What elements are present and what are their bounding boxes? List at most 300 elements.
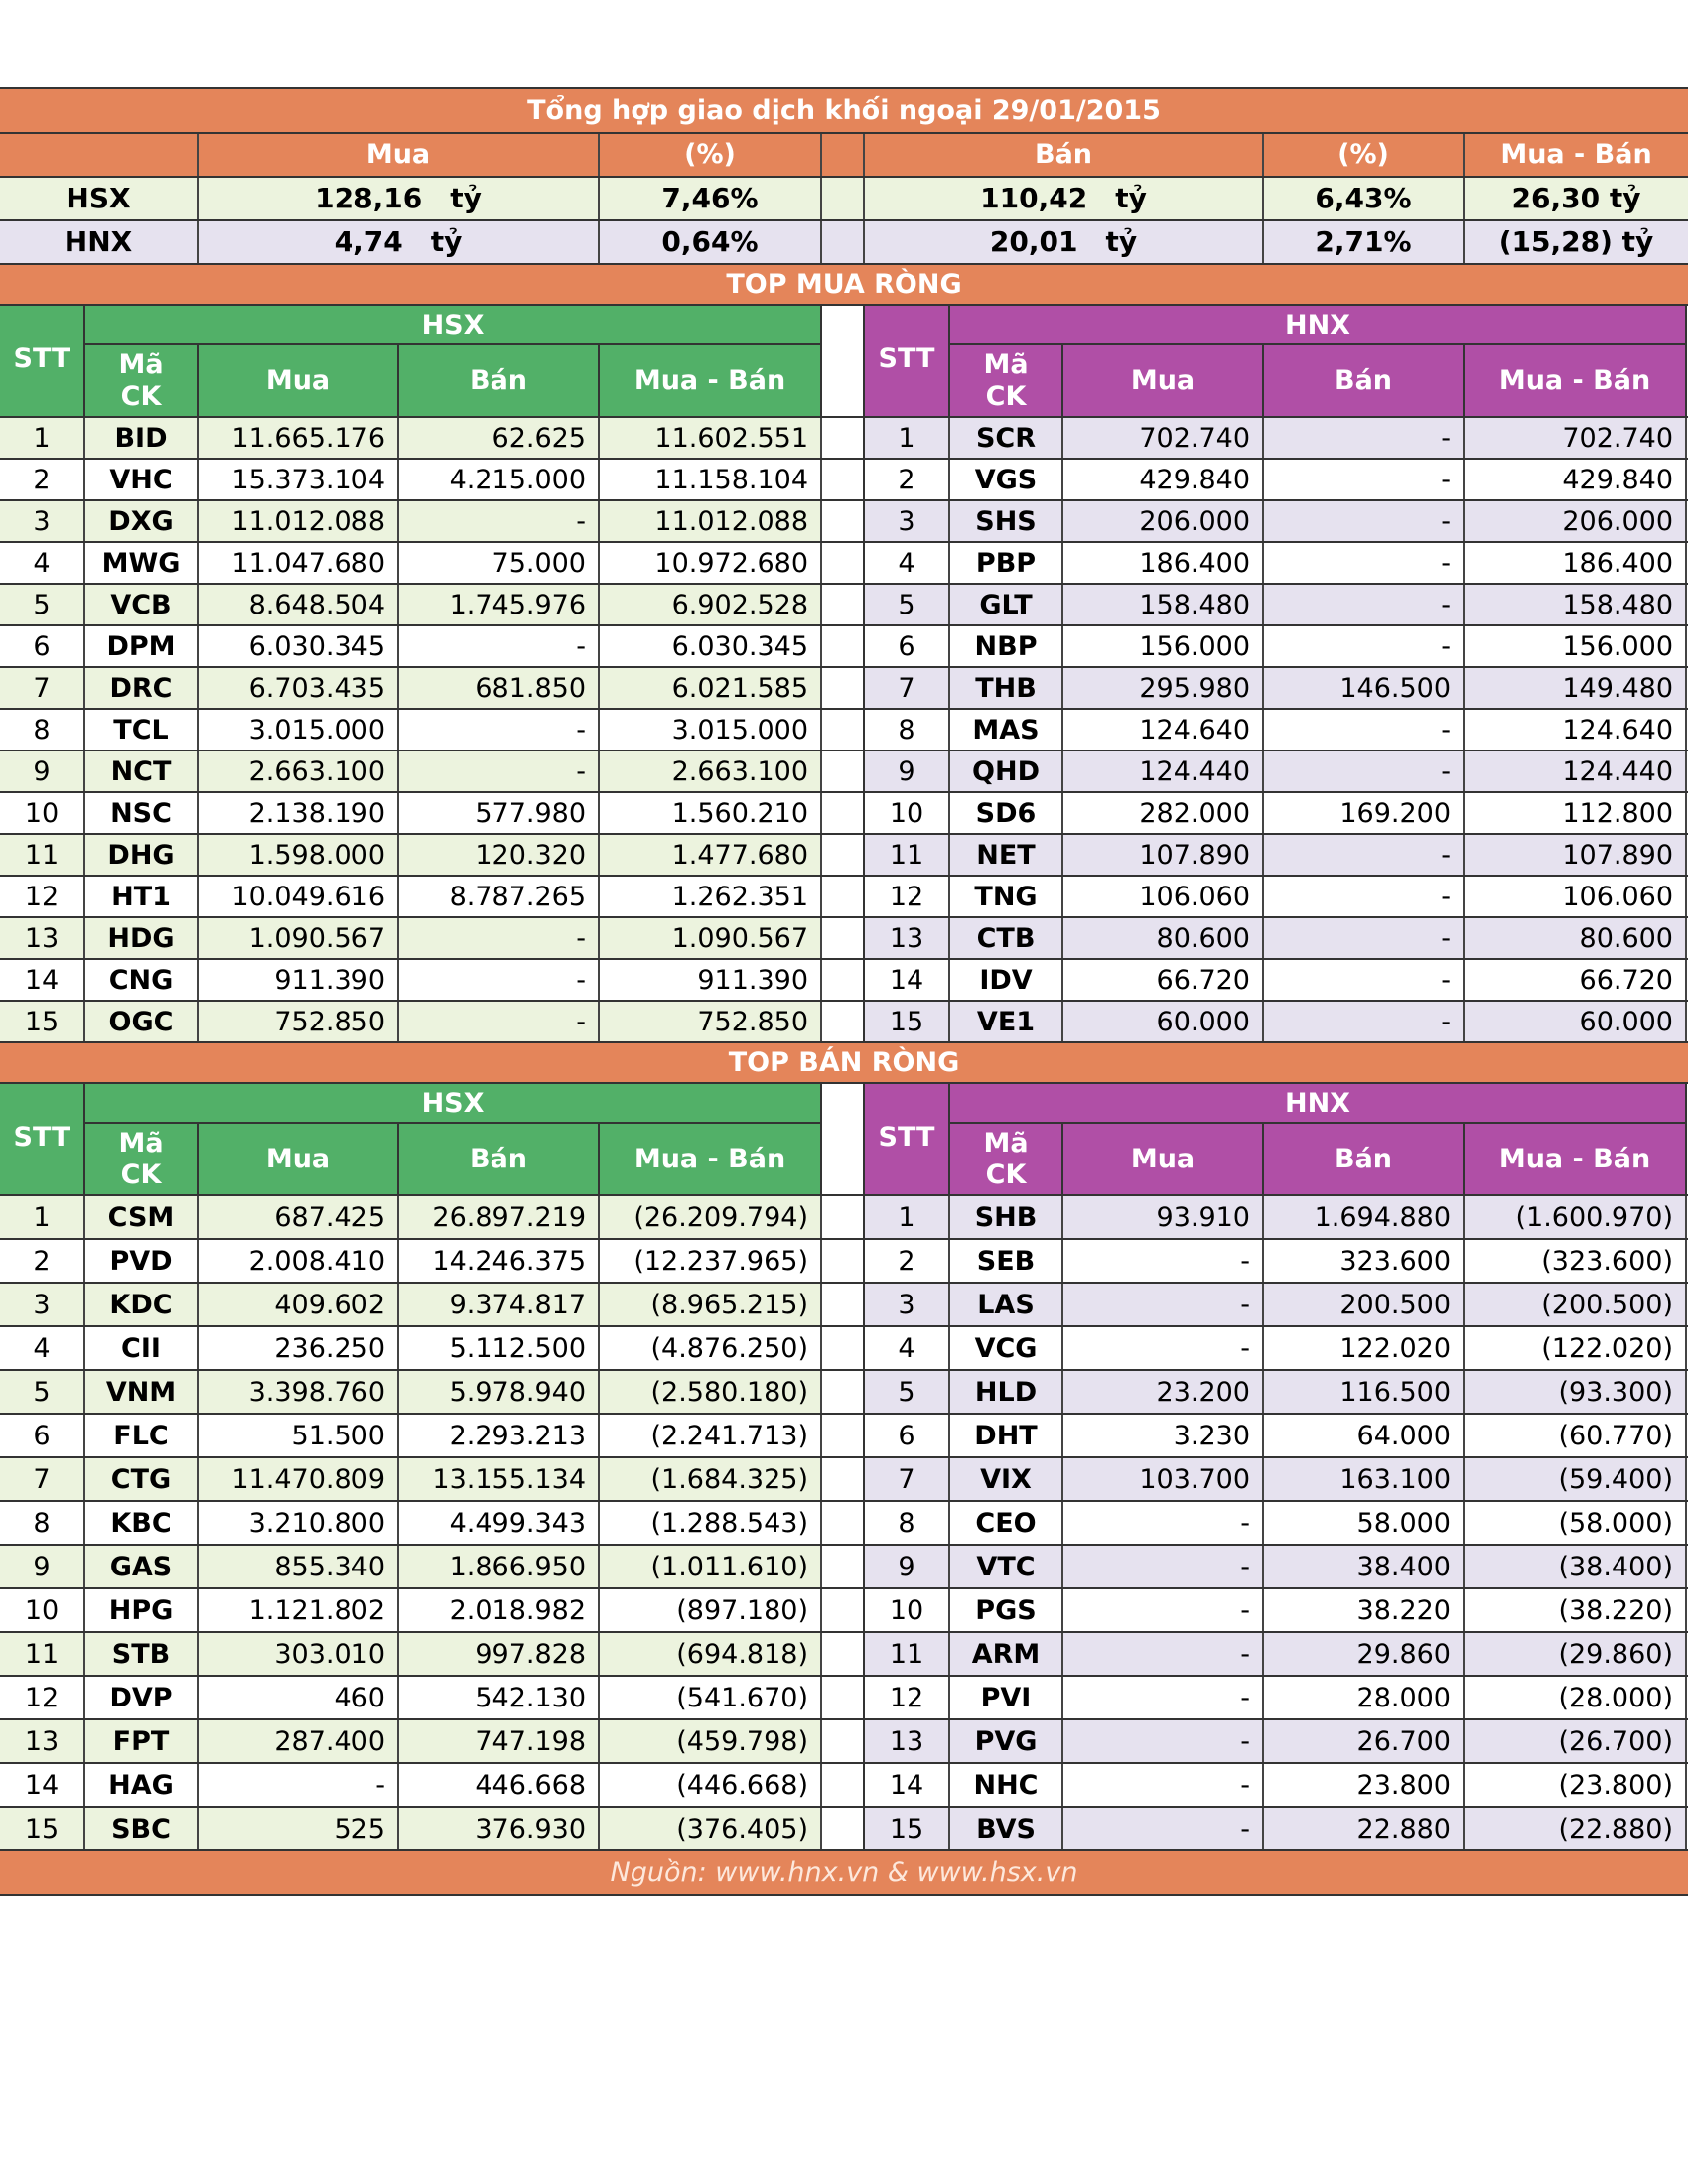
sell-value: - — [1264, 960, 1465, 1000]
net-value: (2.580.180) — [600, 1371, 822, 1413]
hnx-row — [865, 585, 1687, 624]
column-gap — [822, 1327, 865, 1369]
sell-value: - — [399, 710, 600, 750]
stock-code: SEB — [950, 1240, 1063, 1282]
column-gap — [822, 1240, 865, 1282]
hsx-row — [0, 1327, 822, 1369]
hsx-row — [0, 1002, 822, 1041]
stt-cell: 6 — [0, 626, 85, 666]
col-ma-ck — [950, 1124, 1063, 1194]
buy-value: - — [1063, 1589, 1264, 1631]
buy-value: 124.440 — [1063, 751, 1264, 791]
stt-cell: 10 — [865, 1589, 950, 1631]
net-value: 1.560.210 — [600, 793, 822, 833]
net-value: (8.965.215) — [600, 1284, 822, 1325]
stock-code: BID — [85, 418, 199, 458]
buy-value: 911.390 — [199, 960, 399, 1000]
sell-value: - — [399, 751, 600, 791]
buy-value: 702.740 — [1063, 418, 1264, 458]
stock-code: DPM — [85, 626, 199, 666]
hsx-row — [0, 543, 822, 583]
net-value: (26.700) — [1465, 1720, 1687, 1762]
stock-code: SHS — [950, 501, 1063, 541]
net-value: 206.000 — [1465, 501, 1687, 541]
sell-value: 122.020 — [1264, 1327, 1465, 1369]
sell-value: 9.374.817 — [399, 1284, 600, 1325]
sell-value: 1.694.880 — [1264, 1196, 1465, 1238]
hsx-row — [0, 793, 822, 833]
buy-value: - — [1063, 1677, 1264, 1718]
net-value: (1.288.543) — [600, 1502, 822, 1544]
summary-buy-value: 128,16 — [315, 182, 423, 214]
table-row — [0, 666, 1688, 708]
column-gap — [822, 1589, 865, 1631]
col-ma-line1: Mã — [983, 1127, 1029, 1159]
table-row — [0, 583, 1688, 624]
net-value: 186.400 — [1465, 543, 1687, 583]
sell-value: - — [399, 1002, 600, 1041]
sell-value: - — [1264, 585, 1465, 624]
table-row — [0, 1806, 1688, 1849]
stock-code: SBC — [85, 1808, 199, 1849]
table-row — [0, 458, 1688, 499]
hsx-row — [0, 877, 822, 916]
table-row — [0, 1282, 1688, 1325]
col-stt: STT — [865, 306, 950, 416]
column-gap — [822, 710, 865, 750]
summary-buy-unit: tỷ — [430, 225, 463, 258]
table-row — [0, 958, 1688, 1000]
hsx-row — [0, 501, 822, 541]
stt-cell: 14 — [0, 1764, 85, 1806]
column-gap — [822, 501, 865, 541]
column-gap — [822, 1084, 865, 1194]
sell-value: 14.246.375 — [399, 1240, 600, 1282]
hnx-header — [865, 306, 1687, 416]
stt-cell: 3 — [0, 501, 85, 541]
sell-value: - — [399, 501, 600, 541]
stt-cell: 7 — [0, 668, 85, 708]
table-row — [0, 1456, 1688, 1500]
hnx-row — [865, 668, 1687, 708]
table-row — [0, 624, 1688, 666]
table-row — [0, 750, 1688, 791]
hnx-row — [865, 710, 1687, 750]
column-gap — [822, 626, 865, 666]
buy-value: 6.703.435 — [199, 668, 399, 708]
summary-sell-unit: tỷ — [1115, 182, 1147, 214]
stt-cell: 14 — [0, 960, 85, 1000]
net-value: (459.798) — [600, 1720, 822, 1762]
stock-code: VCG — [950, 1327, 1063, 1369]
net-value: (23.800) — [1465, 1764, 1687, 1806]
column-gap — [822, 1371, 865, 1413]
column-gap — [822, 1677, 865, 1718]
stt-cell: 10 — [0, 1589, 85, 1631]
table-row — [0, 1194, 1688, 1238]
stock-code: VIX — [950, 1458, 1063, 1500]
col-ma-line1: Mã — [118, 1127, 164, 1159]
sell-value: 28.000 — [1264, 1677, 1465, 1718]
sell-value: 62.625 — [399, 418, 600, 458]
stock-code: TCL — [85, 710, 199, 750]
col-ma-line2: CK — [120, 380, 162, 412]
sell-value: 4.499.343 — [399, 1502, 600, 1544]
net-value: (200.500) — [1465, 1284, 1687, 1325]
top-buy-header — [0, 304, 1688, 416]
table-row — [0, 1675, 1688, 1718]
sell-value: - — [1264, 835, 1465, 875]
hsx-row — [0, 1808, 822, 1849]
summary-blank — [0, 134, 199, 176]
stock-code: FPT — [85, 1720, 199, 1762]
net-value: 11.602.551 — [600, 418, 822, 458]
column-gap — [822, 1002, 865, 1041]
exchange-label: HSX — [85, 306, 822, 345]
stt-cell: 1 — [865, 1196, 950, 1238]
stt-cell: 9 — [865, 1546, 950, 1587]
column-gap — [822, 460, 865, 499]
col-ma-ck — [85, 1124, 199, 1194]
stt-cell: 13 — [0, 918, 85, 958]
net-value: 107.890 — [1465, 835, 1687, 875]
hnx-row — [865, 418, 1687, 458]
stock-code: CSM — [85, 1196, 199, 1238]
summary-gap — [822, 134, 865, 176]
net-value: (4.876.250) — [600, 1327, 822, 1369]
stock-code: HDG — [85, 918, 199, 958]
hsx-row — [0, 460, 822, 499]
summary-buy-amount — [199, 221, 600, 263]
buy-value: 158.480 — [1063, 585, 1264, 624]
stock-code: HAG — [85, 1764, 199, 1806]
column-gap — [822, 1546, 865, 1587]
col-ban: Bán — [1264, 345, 1465, 416]
buy-value: 303.010 — [199, 1633, 399, 1675]
stt-cell: 6 — [865, 626, 950, 666]
hsx-row — [0, 1458, 822, 1500]
stock-code: BVS — [950, 1808, 1063, 1849]
stock-code: HLD — [950, 1371, 1063, 1413]
hnx-row — [865, 1371, 1687, 1413]
hnx-row — [865, 1808, 1687, 1849]
col-stt: STT — [0, 1084, 85, 1194]
stt-cell: 8 — [865, 710, 950, 750]
stock-code: LAS — [950, 1284, 1063, 1325]
column-gap — [822, 1808, 865, 1849]
buy-value: - — [1063, 1764, 1264, 1806]
column-gap — [822, 668, 865, 708]
hsx-header — [0, 1084, 822, 1194]
buy-value: 206.000 — [1063, 501, 1264, 541]
hnx-row — [865, 835, 1687, 875]
sell-value: - — [1264, 710, 1465, 750]
stt-cell: 8 — [0, 710, 85, 750]
col-ma-line2: CK — [120, 1159, 162, 1190]
stt-cell: 7 — [865, 668, 950, 708]
column-gap — [822, 793, 865, 833]
net-value: (29.860) — [1465, 1633, 1687, 1675]
summary-gap — [822, 178, 865, 219]
stt-cell: 5 — [0, 1371, 85, 1413]
hsx-row — [0, 1196, 822, 1238]
table-row — [0, 541, 1688, 583]
buy-value: 429.840 — [1063, 460, 1264, 499]
sell-value: - — [1264, 918, 1465, 958]
net-value: (323.600) — [1465, 1240, 1687, 1282]
stock-code: QHD — [950, 751, 1063, 791]
table-row — [0, 833, 1688, 875]
stt-cell: 8 — [865, 1502, 950, 1544]
stt-cell: 3 — [0, 1284, 85, 1325]
buy-value: 11.047.680 — [199, 543, 399, 583]
col-net: Mua - Bán — [600, 1124, 822, 1194]
table-row — [0, 416, 1688, 458]
hnx-row — [865, 918, 1687, 958]
hsx-header — [0, 306, 822, 416]
stock-code: GLT — [950, 585, 1063, 624]
summary-exchange: HSX — [0, 178, 199, 219]
table-row — [0, 1762, 1688, 1806]
sell-value: 2.018.982 — [399, 1589, 600, 1631]
buy-value: 3.210.800 — [199, 1502, 399, 1544]
stt-cell: 3 — [865, 1284, 950, 1325]
table-row — [0, 1544, 1688, 1587]
stt-cell: 2 — [865, 460, 950, 499]
net-value: (694.818) — [600, 1633, 822, 1675]
net-value: (1.684.325) — [600, 1458, 822, 1500]
top-sell-header — [0, 1082, 1688, 1194]
stock-code: IDV — [950, 960, 1063, 1000]
buy-value: 1.121.802 — [199, 1589, 399, 1631]
table-row — [0, 791, 1688, 833]
exchange-label: HSX — [85, 1084, 822, 1124]
buy-value: 2.008.410 — [199, 1240, 399, 1282]
col-ban: Bán — [399, 1124, 600, 1194]
buy-value: 236.250 — [199, 1327, 399, 1369]
hsx-row — [0, 1546, 822, 1587]
buy-value: 60.000 — [1063, 1002, 1264, 1041]
buy-value: 11.470.809 — [199, 1458, 399, 1500]
stock-code: HPG — [85, 1589, 199, 1631]
net-value: 3.015.000 — [600, 710, 822, 750]
hsx-row — [0, 668, 822, 708]
hsx-row — [0, 1720, 822, 1762]
hsx-row — [0, 751, 822, 791]
stt-cell: 1 — [865, 418, 950, 458]
summary-header — [0, 132, 1688, 176]
hnx-row — [865, 1002, 1687, 1041]
sell-value: - — [1264, 460, 1465, 499]
net-value: (376.405) — [600, 1808, 822, 1849]
col-ma-line1: Mã — [983, 348, 1029, 380]
stt-cell: 6 — [0, 1415, 85, 1456]
table-row — [0, 1631, 1688, 1675]
buy-value: 11.665.176 — [199, 418, 399, 458]
buy-value: 11.012.088 — [199, 501, 399, 541]
buy-value: 10.049.616 — [199, 877, 399, 916]
stt-cell: 11 — [865, 835, 950, 875]
stt-cell: 5 — [865, 1371, 950, 1413]
column-gap — [822, 306, 865, 416]
stt-cell: 9 — [865, 751, 950, 791]
summary-sell-unit: tỷ — [1105, 225, 1138, 258]
buy-value: 51.500 — [199, 1415, 399, 1456]
stock-code: PVI — [950, 1677, 1063, 1718]
hnx-row — [865, 543, 1687, 583]
stt-cell: 12 — [0, 877, 85, 916]
stock-code: THB — [950, 668, 1063, 708]
top-sell-table — [0, 1194, 1688, 1849]
buy-value: 409.602 — [199, 1284, 399, 1325]
buy-value: 23.200 — [1063, 1371, 1264, 1413]
buy-value: 107.890 — [1063, 835, 1264, 875]
sell-value: 169.200 — [1264, 793, 1465, 833]
buy-value: 855.340 — [199, 1546, 399, 1587]
stock-code: DVP — [85, 1677, 199, 1718]
net-value: 752.850 — [600, 1002, 822, 1041]
hsx-row — [0, 1240, 822, 1282]
buy-value: 295.980 — [1063, 668, 1264, 708]
stock-code: VNM — [85, 1371, 199, 1413]
sell-value: 58.000 — [1264, 1502, 1465, 1544]
net-value: 11.012.088 — [600, 501, 822, 541]
stock-code: NHC — [950, 1764, 1063, 1806]
stt-cell: 12 — [0, 1677, 85, 1718]
summary-col-mua: Mua — [199, 134, 600, 176]
stt-cell: 4 — [865, 1327, 950, 1369]
exchange-label: HNX — [950, 306, 1687, 345]
top-buy-title: TOP MUA RÒNG — [0, 263, 1688, 304]
col-ban: Bán — [399, 345, 600, 416]
net-value: 158.480 — [1465, 585, 1687, 624]
buy-value: 1.090.567 — [199, 918, 399, 958]
stt-cell: 9 — [0, 1546, 85, 1587]
stock-code: TNG — [950, 877, 1063, 916]
stt-cell: 11 — [0, 835, 85, 875]
column-gap — [822, 1502, 865, 1544]
table-row — [0, 1500, 1688, 1544]
buy-value: - — [1063, 1284, 1264, 1325]
net-value: 124.640 — [1465, 710, 1687, 750]
stock-code: CII — [85, 1327, 199, 1369]
stock-code: SHB — [950, 1196, 1063, 1238]
hnx-row — [865, 1720, 1687, 1762]
sell-value: - — [1264, 418, 1465, 458]
hnx-header — [865, 1084, 1687, 1194]
stock-code: SCR — [950, 418, 1063, 458]
hnx-row — [865, 1502, 1687, 1544]
column-gap — [822, 1415, 865, 1456]
buy-value: 15.373.104 — [199, 460, 399, 499]
buy-value: 186.400 — [1063, 543, 1264, 583]
buy-value: 687.425 — [199, 1196, 399, 1238]
stock-code: CNG — [85, 960, 199, 1000]
buy-value: 460 — [199, 1677, 399, 1718]
buy-value: 3.230 — [1063, 1415, 1264, 1456]
column-gap — [822, 1764, 865, 1806]
sell-value: 146.500 — [1264, 668, 1465, 708]
hsx-row — [0, 960, 822, 1000]
sell-value: 681.850 — [399, 668, 600, 708]
net-value: 80.600 — [1465, 918, 1687, 958]
sheet-title: Tổng hợp giao dịch khối ngoại 29/01/2015 — [0, 87, 1688, 132]
hnx-row — [865, 1589, 1687, 1631]
col-net: Mua - Bán — [1465, 1124, 1687, 1194]
hnx-row — [865, 1458, 1687, 1500]
stock-code: DXG — [85, 501, 199, 541]
stock-code: NET — [950, 835, 1063, 875]
stock-code: VGS — [950, 460, 1063, 499]
sell-value: - — [1264, 1002, 1465, 1041]
buy-value: 8.648.504 — [199, 585, 399, 624]
net-value: 124.440 — [1465, 751, 1687, 791]
stock-code: KDC — [85, 1284, 199, 1325]
stt-cell: 4 — [0, 1327, 85, 1369]
net-value: (28.000) — [1465, 1677, 1687, 1718]
net-value: 60.000 — [1465, 1002, 1687, 1041]
net-value: 1.477.680 — [600, 835, 822, 875]
hnx-row — [865, 1764, 1687, 1806]
net-value: 106.060 — [1465, 877, 1687, 916]
sell-value: 323.600 — [1264, 1240, 1465, 1282]
sell-value: 747.198 — [399, 1720, 600, 1762]
col-mua: Mua — [1063, 345, 1264, 416]
sell-value: 2.293.213 — [399, 1415, 600, 1456]
stt-cell: 5 — [865, 585, 950, 624]
buy-value: 80.600 — [1063, 918, 1264, 958]
sell-value: 75.000 — [399, 543, 600, 583]
table-row — [0, 1238, 1688, 1282]
buy-value: - — [1063, 1327, 1264, 1369]
net-value: 149.480 — [1465, 668, 1687, 708]
stt-cell: 15 — [865, 1808, 950, 1849]
hnx-row — [865, 1240, 1687, 1282]
hsx-row — [0, 1589, 822, 1631]
top-buy-table — [0, 416, 1688, 1041]
hsx-row — [0, 1764, 822, 1806]
buy-value: 3.015.000 — [199, 710, 399, 750]
stock-code: MAS — [950, 710, 1063, 750]
stock-code: VCB — [85, 585, 199, 624]
col-ma-line1: Mã — [118, 348, 164, 380]
net-value: 1.262.351 — [600, 877, 822, 916]
stt-cell: 11 — [0, 1633, 85, 1675]
buy-value: 93.910 — [1063, 1196, 1264, 1238]
hnx-row — [865, 501, 1687, 541]
net-value: (93.300) — [1465, 1371, 1687, 1413]
stt-cell: 4 — [865, 543, 950, 583]
net-value: 6.030.345 — [600, 626, 822, 666]
buy-value: - — [1063, 1720, 1264, 1762]
stock-code: CTB — [950, 918, 1063, 958]
net-value: (12.237.965) — [600, 1240, 822, 1282]
stt-cell: 5 — [0, 585, 85, 624]
sell-value: - — [1264, 501, 1465, 541]
buy-value: 156.000 — [1063, 626, 1264, 666]
stock-code: ARM — [950, 1633, 1063, 1675]
stock-code: PGS — [950, 1589, 1063, 1631]
sell-value: 13.155.134 — [399, 1458, 600, 1500]
net-value: 11.158.104 — [600, 460, 822, 499]
col-ma-ck — [85, 345, 199, 416]
net-value: 10.972.680 — [600, 543, 822, 583]
source-footer: Nguồn: www.hnx.vn & www.hsx.vn — [0, 1849, 1688, 1896]
col-ma-ck — [950, 345, 1063, 416]
buy-value: 1.598.000 — [199, 835, 399, 875]
sell-value: 446.668 — [399, 1764, 600, 1806]
sell-value: 577.980 — [399, 793, 600, 833]
